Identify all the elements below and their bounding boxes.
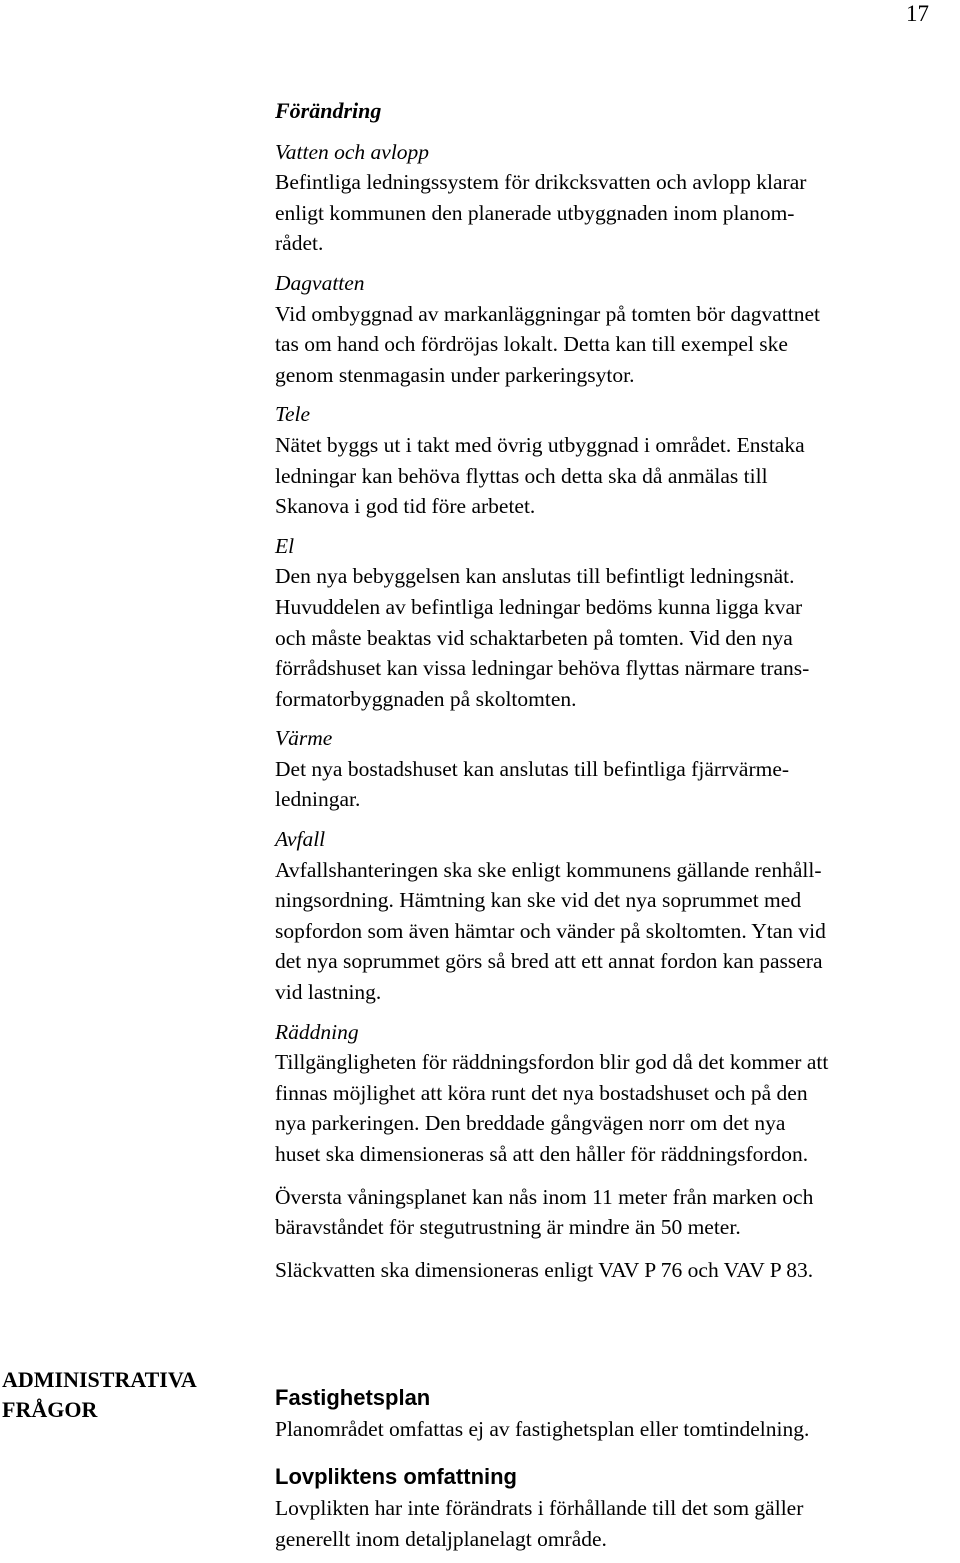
admin-content xyxy=(275,1382,960,1555)
admin-heading-lovplikt: Lovpliktens omfattning xyxy=(275,1464,517,1489)
section-tele xyxy=(275,399,960,521)
paragraph: Vid ombyggnad av markanläggningar på tomten bör dagvattnet tas om hand och fördröjas lokalt. Detta kan till exempel ske genom stenmagasin under parkeringsytor. xyxy=(275,301,821,387)
section-raddning xyxy=(275,1017,960,1286)
paragraph: Det nya bostadshuset kan anslutas till befintliga fjärrvärme- ledningar. xyxy=(275,756,790,812)
admin-heading-fastighetsplan: Fastighetsplan xyxy=(275,1385,431,1410)
side-label-administrativa-fragor: ADMINISTRATIVA FRÅGOR xyxy=(2,1367,197,1422)
subsection-title: Vatten och avlopp xyxy=(275,139,430,164)
paragraph: Avfallshanteringen ska ske enligt kommunens gällande renhåll- ningsordning. Hämtning kan ske vid det nya soprummet med sopfordon som även hämtar och vänder på skoltomten. Ytan vid det nya soprummet görs så bred att ett annat fordon kan passera vid lastning. xyxy=(275,857,826,1005)
page-number: 17 xyxy=(906,1,929,26)
section-dagvatten xyxy=(275,268,960,390)
section-heading: Förändring xyxy=(275,98,382,123)
paragraph: Planområdet omfattas ej av fastighetsplan eller tomtindelning. xyxy=(275,1417,810,1441)
section-vatten-och-avlopp xyxy=(275,137,960,259)
subsection-title: Dagvatten xyxy=(275,270,365,295)
section-el xyxy=(275,531,960,715)
paragraph: Översta våningsplanet kan nås inom 11 meter från marken och bäravståndet för stegutrustning är mindre än 50 meter. xyxy=(275,1184,814,1240)
paragraph: Lovplikten har inte förändrats i förhållande till det som gäller generellt inom detaljplanelagt område. xyxy=(275,1496,804,1551)
paragraph: Släckvatten ska dimensioneras enligt VAV P 76 och VAV P 83. xyxy=(275,1257,814,1282)
subsection-title: Tele xyxy=(275,402,311,427)
subsection-title: Räddning xyxy=(275,1019,359,1044)
subsection-title: Avfall xyxy=(275,827,326,852)
main-content xyxy=(275,96,960,1285)
subsection-title: Värme xyxy=(275,726,333,751)
paragraph: Den nya bebyggelsen kan anslutas till befintligt ledningsnät. Huvuddelen av befintliga ledningar bedöms kunna ligga kvar och måste beaktas vid schaktarbeten på tomten. Vid den nya förrådshuset kan vissa ledningar behöva flyttas närmare trans- formatorbyggnaden på skoltomten. xyxy=(275,564,810,711)
paragraph: Tillgängligheten för räddningsfordon blir god då det kommer att finnas möjlighet att köra runt det nya bostadshuset och på den nya parkeringen. Den breddade gångvägen norr om det nya huset ska dimensioneras så att den håller för räddningsfordon. xyxy=(275,1050,829,1166)
section-varme xyxy=(275,723,960,815)
section-avfall xyxy=(275,824,960,1008)
subsection-title: El xyxy=(275,533,295,558)
paragraph: Nätet byggs ut i takt med övrig utbyggnad i området. Enstaka ledningar kan behöva flyttas och detta ska då anmälas till Skanova i god tid före arbetet. xyxy=(275,432,805,519)
paragraph: Befintliga ledningssystem för drikcksvatten och avlopp klarar enligt kommunen den planerade utbyggnaden inom planom- rådet. xyxy=(275,170,807,256)
